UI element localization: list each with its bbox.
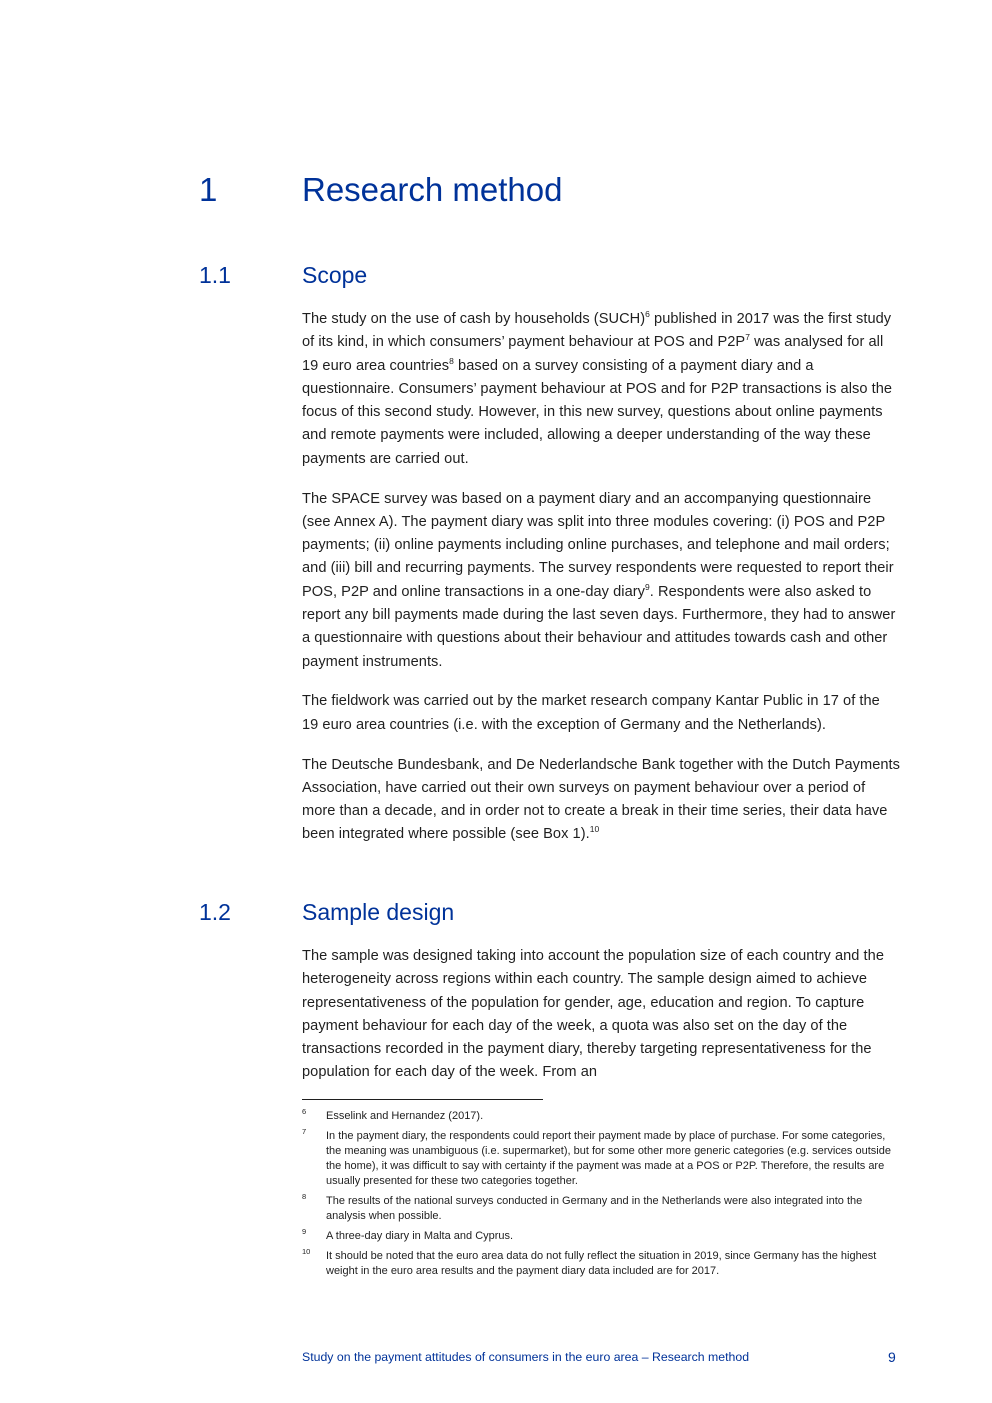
page-number: 9 (888, 1349, 896, 1365)
footnote (302, 1129, 900, 1189)
paragraph: The sample was designed taking into account the population size of each country and the heterogeneity across regions within each country. The sample design aimed to achieve representativeness of the population for gender, age, education and region. To capture payment behaviour for each day of the week, a quota was also set on the day of the transactions recorded in the payment diary, thereby targeting representativeness for the population for each day of the week. From an (302, 948, 884, 1081)
paragraph (302, 308, 900, 471)
section-number: 1.2 (199, 899, 231, 925)
footnote-number: 10 (302, 1247, 311, 1256)
section-title: Scope (302, 262, 368, 288)
footnote-ref[interactable]: 9 (645, 581, 650, 592)
paragraph-text: The SPACE survey was based on a payment diary and an accompanying questionnaire (see Annex A). The payment diary was split into three modules covering: (i) POS and P2P payments; (ii) online payments including online purchases, and telephone and mail orders; and (iii) bill and recurring payments. The survey respondents were requested to report their POS, P2P and online transactions in a one-day diary (302, 490, 894, 600)
running-footer: Study on the payment attitudes of consumers in the euro area – Research method (302, 1350, 750, 1364)
footnotes (302, 1109, 900, 1284)
section-title: Sample design (302, 899, 455, 925)
footnote (302, 1249, 900, 1279)
paragraph (302, 488, 900, 674)
section-body (302, 308, 900, 863)
paragraph-text: The study on the use of cash by households (SUCH) (302, 311, 646, 327)
footnote-ref[interactable]: 6 (645, 309, 650, 319)
footnote-ref[interactable]: 7 (745, 332, 750, 343)
footnote-number: 9 (302, 1227, 307, 1236)
footnote-ref[interactable]: 10 (589, 824, 600, 835)
paragraph-text: published in 2017 was the first study of its kind, in which consumers’ payment behaviour at POS and P2P (302, 311, 892, 351)
paragraph-text: based on a survey consisting of a payment diary and a questionnaire. Consumers’ payment behaviour at POS and for P2P transactions is also the focus of this second study. However, in this new survey, questions about online payments and remote payments were included, allowing a deeper understanding of the way these payments are carried out. (302, 357, 893, 467)
paragraph-text: . Respondents were also asked to report any bill payments made during the last seven days. Furthermore, they had to answer a questionnaire with questions about their behaviour and attitudes towards cash and other payment instruments. (302, 583, 896, 670)
footnote-number: 6 (302, 1107, 307, 1116)
paragraph-text: was analysed for all 19 euro area countries (302, 334, 884, 374)
paragraph-text: The Deutsche Bundesbank, and De Nederlandsche Bank together with the Dutch Payments Association, have carried out their own surveys on payment behaviour over a period of more than a decade, and in order not to create a break in their time series, their data have been integrated where possible (see Box 1). (302, 756, 900, 843)
footnote (302, 1229, 900, 1244)
footnote-text: It should be noted that the euro area data do not fully reflect the situation in 2019, since Germany has the highest weight in the euro area results and the payment diary data included are for 2017. (326, 1250, 877, 1277)
paragraph: The fieldwork was carried out by the market research company Kantar Public in 17 of the 19 euro area countries (i.e. with the exception of Germany and the Netherlands). (302, 693, 880, 733)
footnote-text: A three-day diary in Malta and Cyprus. (326, 1230, 514, 1242)
footnote (302, 1109, 900, 1124)
footnote-divider (302, 1099, 543, 1100)
footnote (302, 1194, 900, 1224)
footnote-text: In the payment diary, the respondents could report their payment made by place of purchase. For some categories, the meaning was unambiguous (i.e. supermarket), but for some other more generic categories (e.g. services outside the home), it was difficult to say with certainty if the payment was made at a POS or P2P. Therefore, the results are usually presented for these two categories together. (326, 1130, 891, 1187)
footnote-ref[interactable]: 8 (449, 355, 454, 366)
chapter-title: Research method (302, 171, 563, 208)
section-number: 1.1 (199, 262, 231, 288)
footnote-text: Esselink and Hernandez (2017). (326, 1110, 484, 1122)
footnote-number: 8 (302, 1192, 307, 1201)
chapter-number: 1 (199, 171, 218, 208)
footnote-text: The results of the national surveys conducted in Germany and in the Netherlands were also integrated into the analysis when possible. (326, 1195, 863, 1222)
paragraph (302, 754, 900, 847)
footnote-number: 7 (302, 1127, 307, 1136)
section-body (302, 945, 900, 1101)
